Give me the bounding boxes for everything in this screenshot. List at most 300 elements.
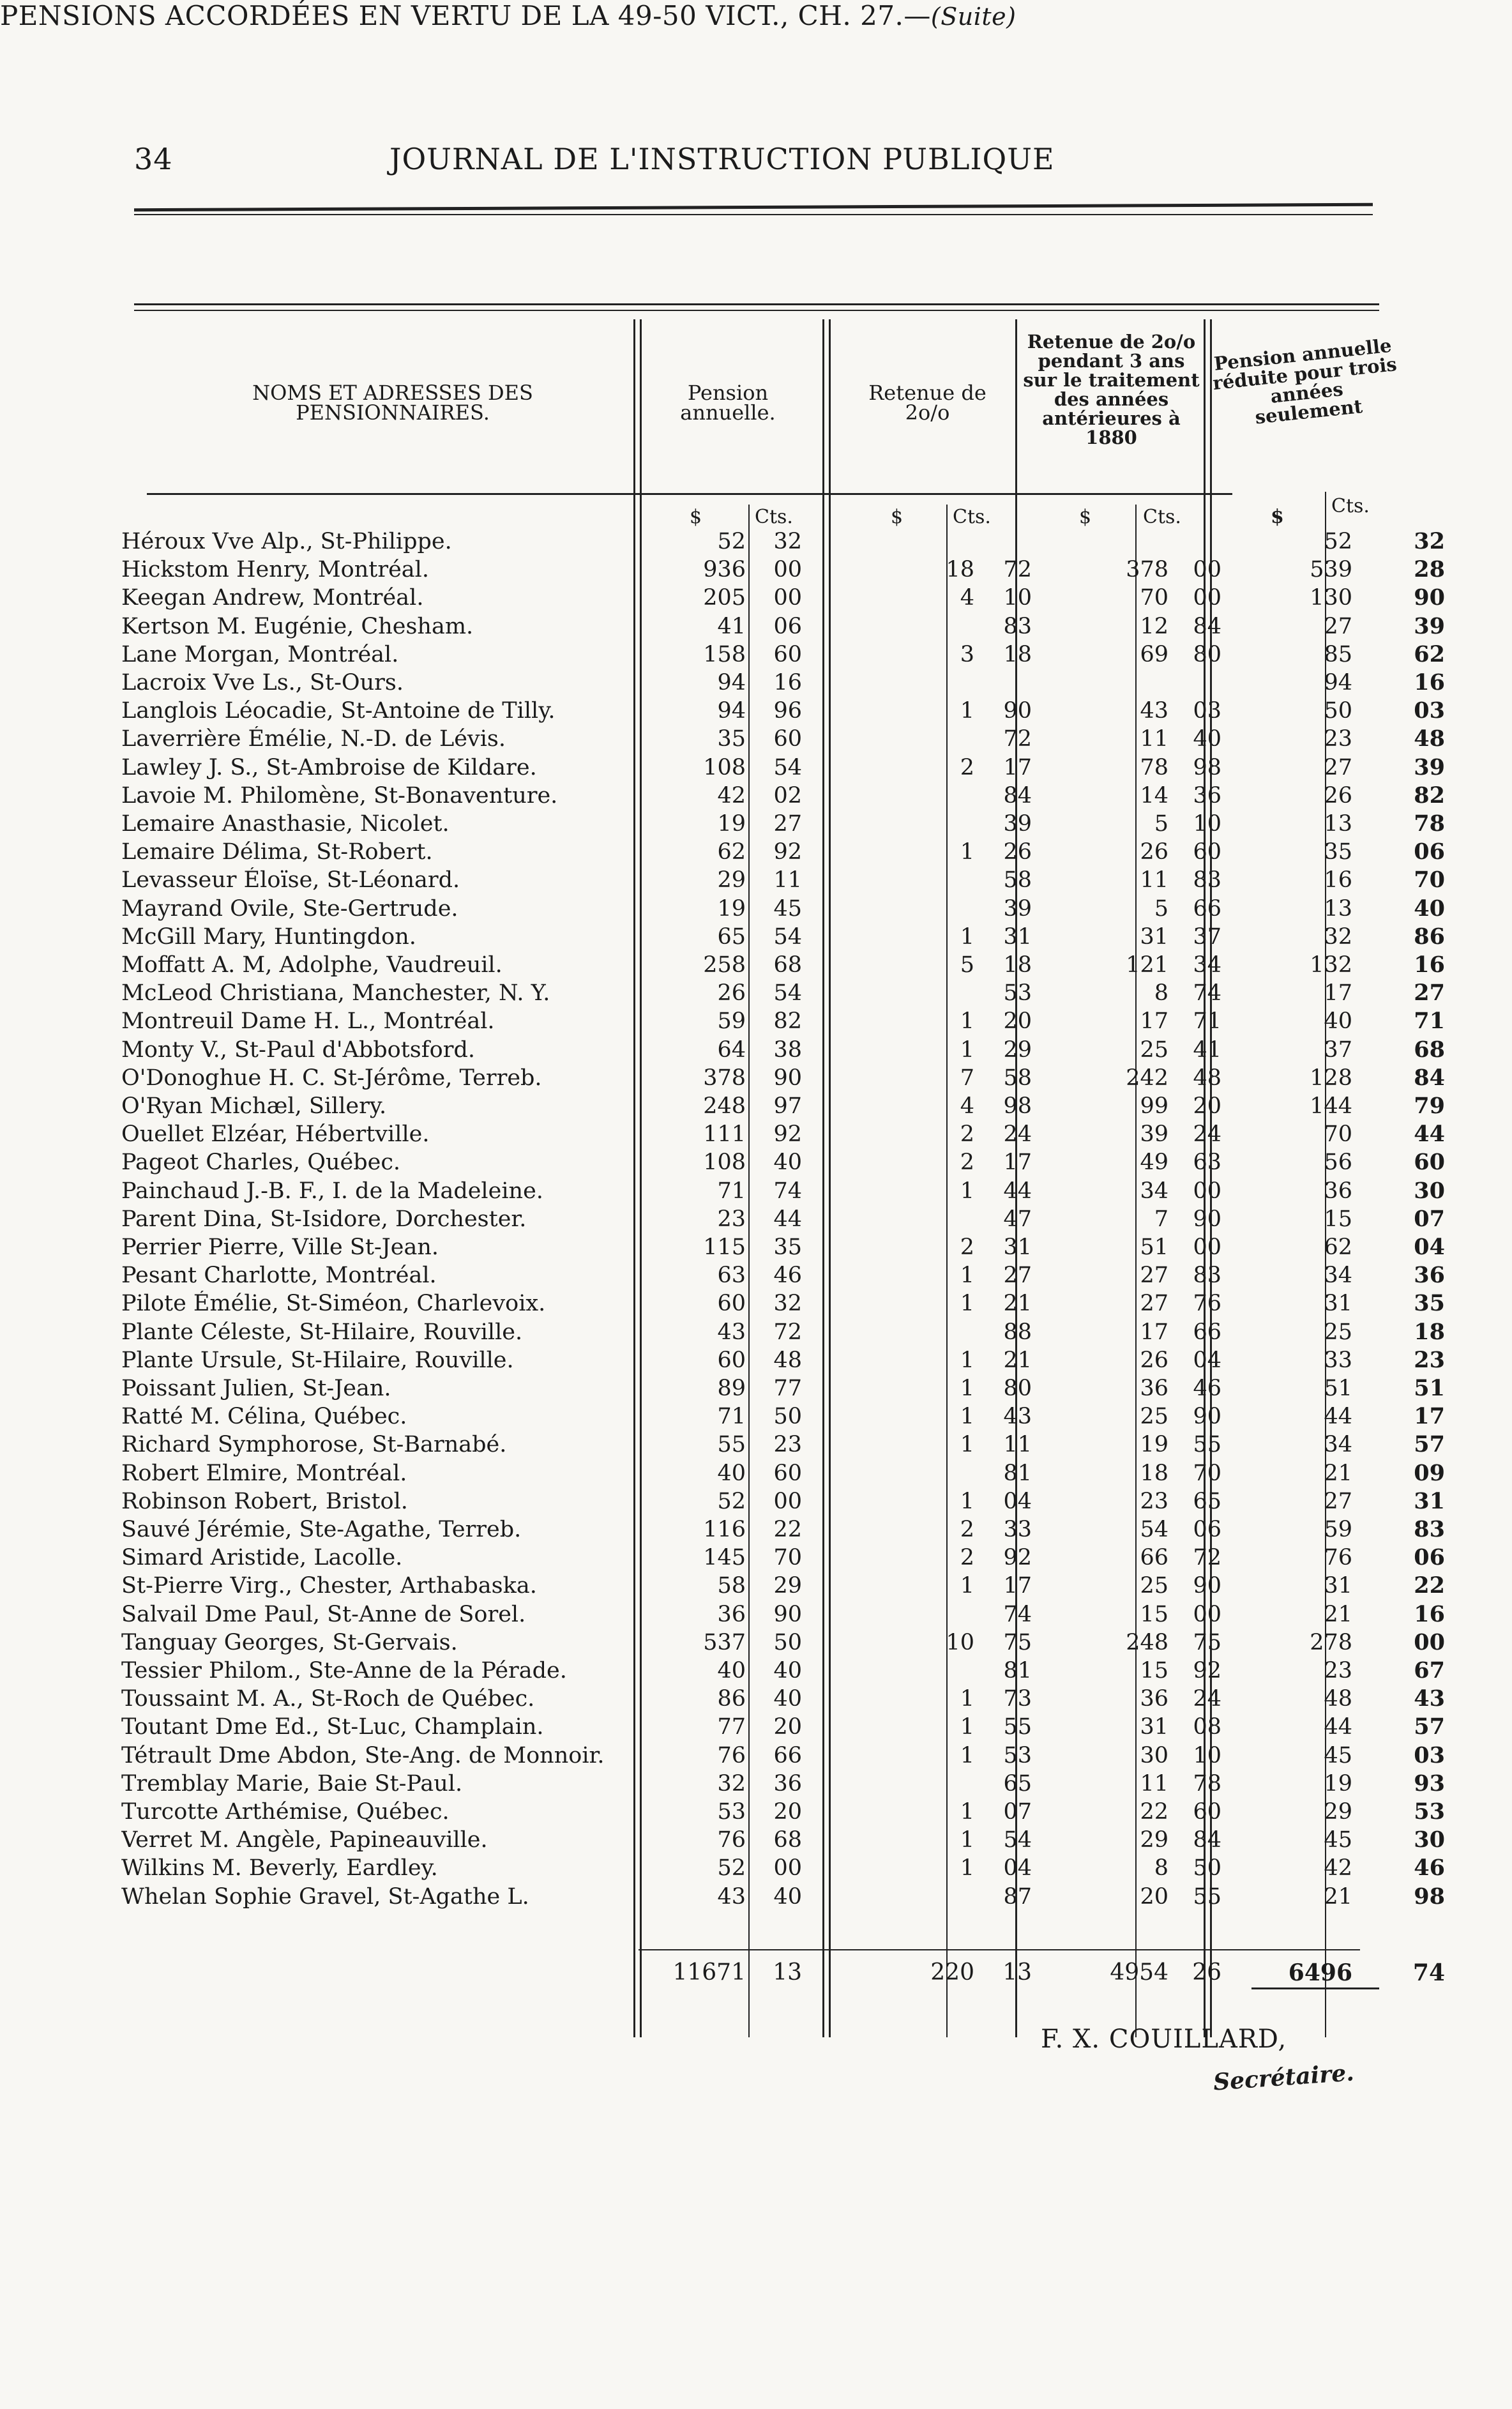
pension-cents: 00: [773, 557, 802, 582]
retenue3-dollars: 8: [1154, 1855, 1168, 1881]
pension-dollars: 26: [717, 980, 746, 1006]
row-name: Whelan Sophie Gravel, St-Agathe L.: [121, 1884, 529, 1910]
reduite-dollars: 128: [1310, 1065, 1352, 1091]
retenue-cents: 53: [1003, 980, 1032, 1006]
pension-dollars: 23: [717, 1206, 746, 1232]
retenue3-cents: 63: [1193, 1150, 1221, 1175]
retenue3-dollars: 99: [1140, 1093, 1168, 1119]
retenue3-dollars: 39: [1140, 1121, 1168, 1147]
reduite-cents: 04: [1414, 1234, 1445, 1260]
pension-cents: 35: [773, 1235, 802, 1260]
retenue3-dollars: 78: [1140, 755, 1168, 780]
row-name: Héroux Vve Alp., St-Philippe.: [121, 529, 452, 554]
reduite-dollars: 76: [1324, 1545, 1352, 1570]
pension-cents: 70: [773, 1545, 802, 1570]
pension-dollars: 76: [717, 1827, 746, 1853]
table-row: [0, 1150, 1512, 1175]
pension-dollars: 40: [717, 1461, 746, 1486]
retenue-cents: 90: [1003, 698, 1032, 724]
signature-name: F. X. COUILLARD,: [1041, 2025, 1287, 2054]
retenue3-cents: 41: [1193, 1037, 1221, 1063]
col-header-names: NOMS ET ADRESSES DES PENSIONNAIRES.: [252, 381, 533, 425]
table-row: [0, 1884, 1512, 1910]
reduite-dollars: 27: [1324, 755, 1352, 780]
total-pension-cents: 13: [773, 1959, 802, 1986]
pension-cents: 38: [773, 1037, 802, 1063]
reduite-cents: 70: [1414, 867, 1445, 893]
reduite-cents: 86: [1414, 923, 1445, 950]
pension-cents: 40: [773, 1150, 802, 1175]
row-name: Perrier Pierre, Ville St-Jean.: [121, 1235, 439, 1260]
pension-dollars: 378: [703, 1065, 746, 1091]
row-name: Lemaire Délima, St-Robert.: [121, 839, 433, 865]
retenue-dollars: 2: [960, 755, 974, 780]
reduite-dollars: 59: [1324, 1517, 1352, 1542]
retenue-dollars: 7: [960, 1065, 974, 1091]
retenue-dollars: 1: [960, 1348, 974, 1373]
row-name: O'Ryan Michæl, Sillery.: [121, 1093, 387, 1119]
retenue-dollars: 1: [960, 1037, 974, 1063]
retenue3-dollars: 11: [1140, 867, 1168, 893]
retenue3-dollars: 18: [1140, 1461, 1168, 1486]
pension-cents: 22: [773, 1517, 802, 1542]
retenue-dollars: 1: [960, 1263, 974, 1288]
row-name: Lemaire Anasthasie, Nicolet.: [121, 811, 450, 837]
unit-r3-cts: Cts.: [1143, 506, 1181, 528]
pension-cents: 68: [773, 1827, 802, 1853]
reduite-cents: 44: [1414, 1121, 1445, 1147]
reduite-dollars: 23: [1324, 726, 1352, 752]
table-subtitle: [0, 0, 1512, 31]
retenue3-dollars: 25: [1140, 1573, 1168, 1599]
reduite-cents: 22: [1414, 1572, 1445, 1599]
retenue-cents: 72: [1003, 726, 1032, 752]
pension-cents: 92: [773, 1121, 802, 1147]
retenue3-cents: 74: [1193, 980, 1221, 1006]
pension-dollars: 248: [703, 1093, 746, 1119]
retenue-dollars: 1: [960, 1686, 974, 1712]
reduite-dollars: 27: [1324, 1489, 1352, 1514]
reduite-dollars: 13: [1324, 811, 1352, 837]
retenue-cents: 65: [1003, 1771, 1032, 1797]
retenue3-dollars: 54: [1140, 1517, 1168, 1542]
reduite-cents: 98: [1414, 1883, 1445, 1910]
retenue-dollars: 2: [960, 1235, 974, 1260]
retenue3-cents: 20: [1193, 1093, 1221, 1119]
row-name: McLeod Christiana, Manchester, N. Y.: [121, 980, 550, 1006]
reduite-cents: 84: [1414, 1065, 1445, 1091]
retenue-dollars: 1: [960, 1743, 974, 1768]
retenue3-dollars: 36: [1140, 1376, 1168, 1401]
reduite-cents: 30: [1414, 1178, 1445, 1204]
retenue3-dollars: 11: [1140, 726, 1168, 752]
retenue3-dollars: 378: [1126, 557, 1168, 582]
retenue3-cents: 00: [1193, 1602, 1221, 1627]
row-name: Kertson M. Eugénie, Chesham.: [121, 614, 474, 639]
table-row: [0, 1630, 1512, 1655]
reduite-dollars: 35: [1324, 839, 1352, 865]
pension-dollars: 94: [717, 670, 746, 695]
pension-dollars: 52: [717, 1489, 746, 1514]
pension-cents: 82: [773, 1008, 802, 1034]
retenue-cents: 39: [1003, 811, 1032, 837]
reduite-dollars: 144: [1310, 1093, 1352, 1119]
subtitle-rule-thin: [134, 310, 1379, 311]
signature-title: Secrétaire.: [1212, 2059, 1355, 2096]
retenue3-dollars: 51: [1140, 1235, 1168, 1260]
row-name: Toutant Dme Ed., St-Luc, Champlain.: [121, 1714, 544, 1740]
retenue-cents: 21: [1003, 1348, 1032, 1373]
retenue3-dollars: 15: [1140, 1658, 1168, 1683]
reduite-cents: 40: [1414, 895, 1445, 922]
reduite-dollars: 51: [1324, 1376, 1352, 1401]
row-name: Parent Dina, St-Isidore, Dorchester.: [121, 1206, 527, 1232]
row-name: Tétrault Dme Abdon, Ste-Ang. de Monnoir.: [121, 1743, 605, 1768]
retenue-cents: 17: [1003, 755, 1032, 780]
reduite-cents: 06: [1414, 839, 1445, 865]
reduite-cents: 16: [1414, 669, 1445, 695]
retenue-dollars: 1: [960, 1178, 974, 1204]
retenue-cents: 20: [1003, 1008, 1032, 1034]
retenue-cents: 98: [1003, 1093, 1032, 1119]
pension-cents: 72: [773, 1319, 802, 1345]
reduite-dollars: 130: [1310, 585, 1352, 611]
reduite-dollars: 56: [1324, 1150, 1352, 1175]
retenue-dollars: 18: [946, 557, 974, 582]
retenue3-cents: 00: [1193, 1235, 1221, 1260]
retenue3-cents: 90: [1193, 1573, 1221, 1599]
retenue3-cents: 90: [1193, 1206, 1221, 1232]
pension-cents: 29: [773, 1573, 802, 1599]
row-name: Moffatt A. M, Adolphe, Vaudreuil.: [121, 952, 503, 978]
reduite-cents: 07: [1414, 1206, 1445, 1232]
reduite-dollars: 42: [1324, 1855, 1352, 1881]
journal-title: JOURNAL DE L'INSTRUCTION PUBLIQUE: [389, 142, 1055, 176]
row-name: Pilote Émélie, St-Siméon, Charlevoix.: [121, 1291, 546, 1316]
retenue-cents: 11: [1003, 1432, 1032, 1457]
pension-dollars: 43: [717, 1884, 746, 1910]
col-header-pension-reduite: Pension annuelle réduite pour trois années seulement: [1211, 334, 1398, 429]
reduite-cents: 03: [1414, 1742, 1445, 1768]
subtitle-text: PENSIONS ACCORDÉES EN VERTU DE LA 49-50 VICT., CH. 27.—: [0, 0, 931, 31]
retenue-cents: 26: [1003, 839, 1032, 865]
table-row: [0, 1714, 1512, 1740]
retenue-cents: 73: [1003, 1686, 1032, 1712]
pension-dollars: 42: [717, 783, 746, 809]
retenue3-dollars: 5: [1154, 811, 1168, 837]
pension-dollars: 115: [703, 1235, 746, 1260]
retenue3-cents: 55: [1193, 1884, 1221, 1910]
retenue-cents: 07: [1003, 1799, 1032, 1825]
retenue-cents: 88: [1003, 1319, 1032, 1345]
total-reduite-dollars: 6496: [1288, 1959, 1352, 1986]
pension-dollars: 60: [717, 1348, 746, 1373]
retenue-cents: 72: [1003, 557, 1032, 582]
retenue-dollars: 1: [960, 1008, 974, 1034]
header-rule: [134, 203, 1373, 211]
pension-dollars: 65: [717, 924, 746, 950]
reduite-cents: 39: [1414, 613, 1445, 639]
reduite-dollars: 44: [1324, 1714, 1352, 1740]
subtitle-rule: [134, 303, 1379, 305]
pension-dollars: 76: [717, 1743, 746, 1768]
pension-dollars: 86: [717, 1686, 746, 1712]
table-row: [0, 585, 1512, 611]
retenue-dollars: 2: [960, 1150, 974, 1175]
table-row: [0, 529, 1512, 554]
totals-bottom-rule: [1251, 1987, 1379, 1989]
retenue3-dollars: 17: [1140, 1008, 1168, 1034]
retenue3-dollars: 49: [1140, 1150, 1168, 1175]
retenue-cents: 33: [1003, 1517, 1032, 1542]
retenue3-cents: 66: [1193, 1319, 1221, 1345]
retenue-dollars: 1: [960, 1827, 974, 1853]
reduite-dollars: 32: [1324, 924, 1352, 950]
table-row: [0, 1602, 1512, 1627]
pension-dollars: 537: [703, 1630, 746, 1655]
reduite-dollars: 40: [1324, 1008, 1352, 1034]
table-row: [0, 557, 1512, 582]
retenue3-cents: 04: [1193, 1348, 1221, 1373]
pension-dollars: 108: [703, 1150, 746, 1175]
pension-cents: 60: [773, 1461, 802, 1486]
retenue3-dollars: 70: [1140, 585, 1168, 611]
retenue-cents: 39: [1003, 896, 1032, 922]
table-row: [0, 1178, 1512, 1204]
retenue3-cents: 66: [1193, 896, 1221, 922]
pension-cents: 90: [773, 1065, 802, 1091]
reduite-cents: 28: [1414, 556, 1445, 582]
retenue3-dollars: 66: [1140, 1545, 1168, 1570]
table-row: [0, 1743, 1512, 1768]
retenue3-dollars: 14: [1140, 783, 1168, 809]
retenue3-cents: 83: [1193, 867, 1221, 893]
retenue-cents: 18: [1003, 952, 1032, 978]
retenue3-cents: 10: [1193, 1743, 1221, 1768]
reduite-dollars: 27: [1324, 614, 1352, 639]
retenue-dollars: 1: [960, 1291, 974, 1316]
pension-dollars: 52: [717, 1855, 746, 1881]
table-row: [0, 952, 1512, 978]
retenue3-cents: 00: [1193, 585, 1221, 611]
table-row: [0, 1432, 1512, 1457]
reduite-dollars: 26: [1324, 783, 1352, 809]
retenue-cents: 17: [1003, 1150, 1032, 1175]
retenue-cents: 44: [1003, 1178, 1032, 1204]
pension-cents: 68: [773, 952, 802, 978]
reduite-cents: 93: [1414, 1770, 1445, 1797]
reduite-dollars: 23: [1324, 1658, 1352, 1683]
table-row: [0, 1037, 1512, 1063]
pension-cents: 97: [773, 1093, 802, 1119]
pension-cents: 11: [773, 867, 802, 893]
retenue3-cents: 60: [1193, 1799, 1221, 1825]
table-row: [0, 924, 1512, 950]
table-row: [0, 1348, 1512, 1373]
retenue3-dollars: 30: [1140, 1743, 1168, 1768]
reduite-cents: 46: [1414, 1855, 1445, 1881]
retenue3-dollars: 248: [1126, 1630, 1168, 1655]
reduite-dollars: 36: [1324, 1178, 1352, 1204]
pension-dollars: 32: [717, 1771, 746, 1797]
row-name: Ratté M. Célina, Québec.: [121, 1404, 407, 1429]
retenue-dollars: 1: [960, 698, 974, 724]
row-name: Lavoie M. Philomène, St-Bonaventure.: [121, 783, 558, 809]
row-name: Plante Ursule, St-Hilaire, Rouville.: [121, 1348, 514, 1373]
reduite-dollars: 19: [1324, 1771, 1352, 1797]
retenue3-cents: 71: [1193, 1008, 1221, 1034]
reduite-cents: 68: [1414, 1037, 1445, 1063]
table-row: [0, 896, 1512, 922]
retenue3-cents: 50: [1193, 1855, 1221, 1881]
reduite-cents: 57: [1414, 1714, 1445, 1740]
retenue3-cents: 72: [1193, 1545, 1221, 1570]
retenue3-cents: 00: [1193, 1178, 1221, 1204]
row-name: Lacroix Vve Ls., St-Ours.: [121, 670, 404, 695]
retenue-dollars: 3: [960, 642, 974, 667]
pension-cents: 06: [773, 614, 802, 639]
pension-cents: 40: [773, 1686, 802, 1712]
retenue3-dollars: 242: [1126, 1065, 1168, 1091]
pension-dollars: 94: [717, 698, 746, 724]
retenue-dollars: 2: [960, 1121, 974, 1147]
pension-cents: 50: [773, 1404, 802, 1429]
retenue-dollars: 2: [960, 1545, 974, 1570]
retenue-cents: 75: [1003, 1630, 1032, 1655]
retenue-cents: 53: [1003, 1743, 1032, 1768]
reduite-dollars: 94: [1324, 670, 1352, 695]
retenue3-dollars: 29: [1140, 1827, 1168, 1853]
reduite-cents: 27: [1414, 980, 1445, 1006]
table-row: [0, 980, 1512, 1006]
pension-dollars: 60: [717, 1291, 746, 1316]
retenue-cents: 18: [1003, 642, 1032, 667]
retenue-dollars: 5: [960, 952, 974, 978]
table-row: [0, 1517, 1512, 1542]
retenue3-dollars: 15: [1140, 1602, 1168, 1627]
row-name: Hickstom Henry, Montréal.: [121, 557, 429, 582]
table-row: [0, 1121, 1512, 1147]
retenue-cents: 31: [1003, 1235, 1032, 1260]
col-header-pension: Pension annuelle.: [680, 381, 776, 425]
retenue3-dollars: 121: [1126, 952, 1168, 978]
reduite-dollars: 70: [1324, 1121, 1352, 1147]
retenue-dollars: 10: [946, 1630, 974, 1655]
pension-dollars: 71: [717, 1178, 746, 1204]
pension-cents: 00: [773, 1855, 802, 1881]
retenue3-cents: 00: [1193, 557, 1221, 582]
pension-cents: 54: [773, 924, 802, 950]
total-retenue3-dollars: 4954: [1110, 1959, 1168, 1986]
retenue-dollars: 1: [960, 1404, 974, 1429]
total-reduite-cents: 74: [1412, 1959, 1445, 1986]
reduite-cents: 36: [1414, 1262, 1445, 1288]
retenue3-cents: 70: [1193, 1461, 1221, 1486]
table-row: [0, 1008, 1512, 1034]
retenue3-cents: 60: [1193, 839, 1221, 865]
pension-cents: 45: [773, 896, 802, 922]
pension-dollars: 145: [703, 1545, 746, 1570]
pension-cents: 48: [773, 1348, 802, 1373]
retenue3-cents: 76: [1193, 1291, 1221, 1316]
retenue3-cents: 24: [1193, 1121, 1221, 1147]
unit-reduite-dollar: $: [1271, 506, 1284, 528]
retenue3-cents: 98: [1193, 755, 1221, 780]
retenue-cents: 10: [1003, 585, 1032, 611]
reduite-cents: 57: [1414, 1431, 1445, 1457]
unit-pension-dollar: $: [690, 506, 702, 528]
pension-cents: 27: [773, 811, 802, 837]
row-name: Robert Elmire, Montréal.: [121, 1461, 407, 1486]
pension-dollars: 62: [717, 839, 746, 865]
retenue3-cents: 84: [1193, 614, 1221, 639]
retenue-cents: 27: [1003, 1263, 1032, 1288]
reduite-cents: 31: [1414, 1488, 1445, 1514]
table-row: [0, 642, 1512, 667]
pension-cents: 74: [773, 1178, 802, 1204]
retenue-cents: 81: [1003, 1658, 1032, 1683]
pension-cents: 40: [773, 1884, 802, 1910]
total-retenue-cents: 13: [1002, 1959, 1032, 1986]
reduite-cents: 17: [1414, 1403, 1445, 1429]
pension-cents: 44: [773, 1206, 802, 1232]
retenue3-cents: 06: [1193, 1517, 1221, 1542]
row-name: Laverrière Émélie, N.-D. de Lévis.: [121, 726, 506, 752]
table-row: [0, 1376, 1512, 1401]
reduite-dollars: 31: [1324, 1573, 1352, 1599]
retenue3-cents: 75: [1193, 1630, 1221, 1655]
retenue-cents: 54: [1003, 1827, 1032, 1853]
reduite-dollars: 37: [1324, 1037, 1352, 1063]
pension-dollars: 40: [717, 1658, 746, 1683]
unit-retenue-dollar: $: [891, 506, 903, 528]
retenue-cents: 92: [1003, 1545, 1032, 1570]
pension-cents: 92: [773, 839, 802, 865]
retenue3-dollars: 25: [1140, 1037, 1168, 1063]
retenue3-dollars: 8: [1154, 980, 1168, 1006]
retenue-dollars: 1: [960, 1714, 974, 1740]
reduite-dollars: 45: [1324, 1827, 1352, 1853]
retenue3-cents: 65: [1193, 1489, 1221, 1514]
retenue-cents: 24: [1003, 1121, 1032, 1147]
retenue3-dollars: 43: [1140, 698, 1168, 724]
reduite-dollars: 25: [1324, 1319, 1352, 1345]
retenue3-cents: 08: [1193, 1714, 1221, 1740]
reduite-cents: 62: [1414, 641, 1445, 667]
pension-dollars: 55: [717, 1432, 746, 1457]
row-name: Wilkins M. Beverly, Eardley.: [121, 1855, 438, 1881]
retenue3-cents: 55: [1193, 1432, 1221, 1457]
pension-dollars: 43: [717, 1319, 746, 1345]
reduite-cents: 90: [1414, 584, 1445, 611]
reduite-cents: 82: [1414, 782, 1445, 809]
retenue-dollars: 4: [960, 1093, 974, 1119]
pension-dollars: 53: [717, 1799, 746, 1825]
pension-cents: 60: [773, 642, 802, 667]
col-header-retenue: Retenue de 2o/o: [868, 381, 987, 425]
reduite-dollars: 34: [1324, 1432, 1352, 1457]
table-row: [0, 1489, 1512, 1514]
pension-dollars: 19: [717, 811, 746, 837]
pension-cents: 23: [773, 1432, 802, 1457]
reduite-dollars: 52: [1324, 529, 1352, 554]
reduite-cents: 79: [1414, 1093, 1445, 1119]
table-row: [0, 867, 1512, 893]
retenue-cents: 81: [1003, 1461, 1032, 1486]
retenue-cents: 31: [1003, 924, 1032, 950]
row-name: Sauvé Jérémie, Ste-Agathe, Terreb.: [121, 1517, 522, 1542]
retenue-cents: 43: [1003, 1404, 1032, 1429]
